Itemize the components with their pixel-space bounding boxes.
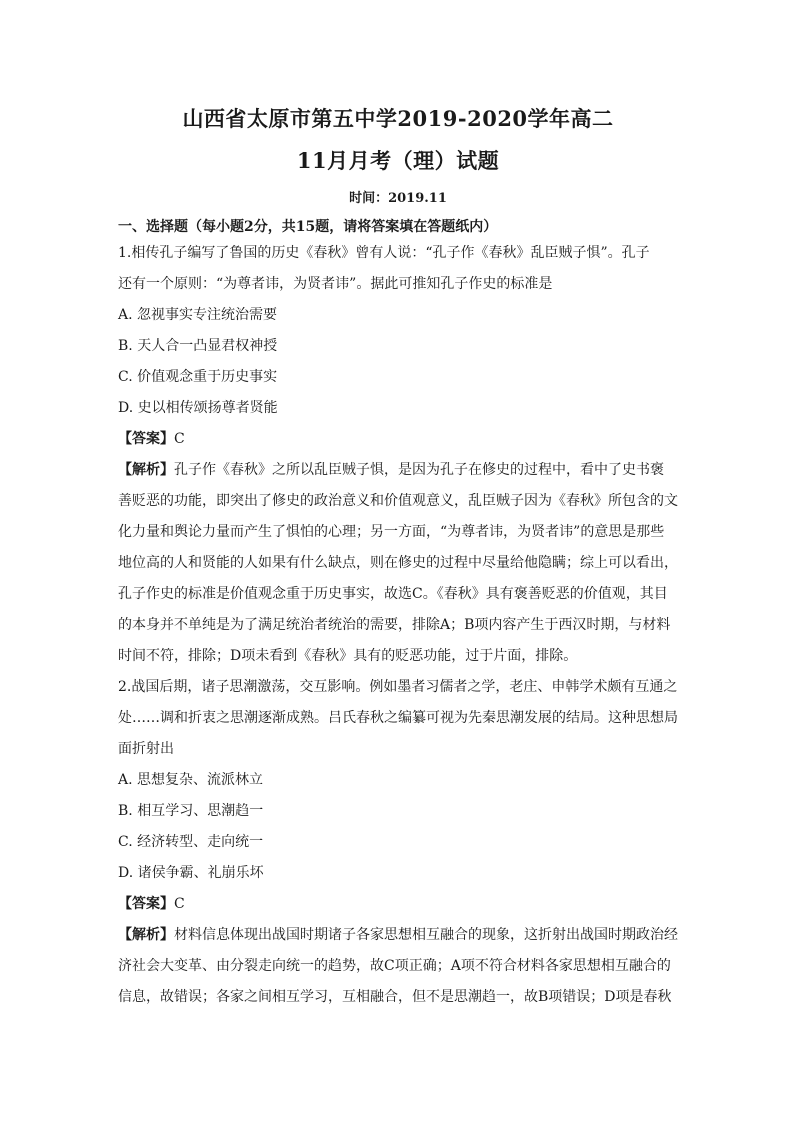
exam-title-line2: 11月月考（理）试题: [296, 148, 500, 173]
question-1: [118, 238, 678, 672]
question-2-option-c: C. 经济转型、走向统一: [118, 834, 264, 850]
question-2-stem-line-1: 2.战国后期，诸子思潮激荡，交互影响。例如墨者习儒者之学，老庄、申韩学术颇有互通之: [118, 679, 678, 695]
question-1-stem-line-1: 1.相传孔子编写了鲁国的历史《春秋》曾有人说：“孔子作《春秋》乱臣贼子惧”。孔子: [118, 245, 650, 261]
question-2-option-a: A. 思想复杂、流派林立: [118, 772, 264, 788]
question-1-analysis-line-7: 时间不符，排除；D项未看到《春秋》具有的贬恶功能，过于片面，排除。: [118, 648, 578, 664]
question-2-answer: [118, 889, 678, 920]
question-1-analysis-line-4: 地位高的人和贤能的人如果有什么缺点，则在修史的过程中尽量给他隐瞒；综上可以看出，: [118, 555, 678, 571]
analysis-tag: 【解析】: [118, 927, 174, 943]
analysis-text: 孔子作《春秋》之所以乱臣贼子惧，是因为孔子在修史的过程中，看中了史书褒: [174, 462, 664, 478]
question-1-option-a: A. 忽视事实专注统治需要: [118, 307, 278, 323]
answer-value: C: [174, 431, 185, 447]
question-2-analysis-line-2: 济社会大变革、由分裂走向统一的趋势，故C项正确；A项不符合材料各家思想相互融合的: [118, 958, 671, 974]
question-1-analysis-line-5: 孔子作史的标准是价值观念重于历史事实，故选C。《春秋》具有褒善贬恶的价值观，其目: [118, 586, 668, 602]
question-2-stem-line-3: 面折射出: [118, 741, 174, 757]
question-1-option-b: B. 天人合一凸显君权神授: [118, 338, 278, 354]
exam-page: [118, 96, 678, 1013]
question-1-option-c: C. 价值观念重于历史事实: [118, 369, 278, 385]
exam-title-line1: 山西省太原市第五中学2019-2020学年高二: [182, 106, 614, 131]
question-2-option-d: D. 诸侯争霸、礼崩乐坏: [118, 865, 264, 881]
question-1-analysis-line-3: 化力量和舆论力量而产生了惧怕的心理；另一方面，“为尊者讳，为贤者讳”的意思是那些: [118, 524, 665, 540]
answer-tag: 【答案】: [118, 431, 174, 447]
question-2-analysis-line-1: [118, 920, 678, 951]
question-2-stem-line-2: 处……调和折衷之思潮逐渐成熟。吕氏春秋之编纂可视为先秦思潮发展的结局。这种思想局: [118, 710, 678, 726]
analysis-text: 材料信息体现出战国时期诸子各家思想相互融合的现象，这折射出战国时期政治经: [174, 927, 678, 943]
answer-value: C: [174, 896, 185, 912]
section-header: 一、选择题（每小题2分，共15题，请将答案填在答题纸内）: [118, 219, 498, 235]
question-1-analysis-line-1: [118, 455, 678, 486]
question-2-analysis-line-3: 信息，故错误；各家之间相互学习，互相融合，但不是思潮趋一，故B项错误；D项是春秋: [118, 989, 672, 1005]
question-2-option-b: B. 相互学习、思潮趋一: [118, 803, 264, 819]
analysis-tag: 【解析】: [118, 462, 174, 478]
exam-date: 时间：2019.11: [349, 191, 447, 206]
question-1-stem-line-2: 还有一个原则：“为尊者讳，为贤者讳”。据此可推知孔子作史的标准是: [118, 276, 553, 292]
question-2: [118, 672, 678, 1013]
question-1-option-d: D. 史以相传颂扬尊者贤能: [118, 400, 278, 416]
question-1-answer: [118, 424, 678, 455]
question-1-analysis-line-2: 善贬恶的功能，即突出了修史的政治意义和价值观意义，乱臣贼子因为《春秋》所包含的文: [118, 493, 678, 509]
answer-tag: 【答案】: [118, 896, 174, 912]
question-1-analysis-line-6: 的本身并不单纯是为了满足统治者统治的需要，排除A；B项内容产生于西汉时期，与材料: [118, 617, 671, 633]
